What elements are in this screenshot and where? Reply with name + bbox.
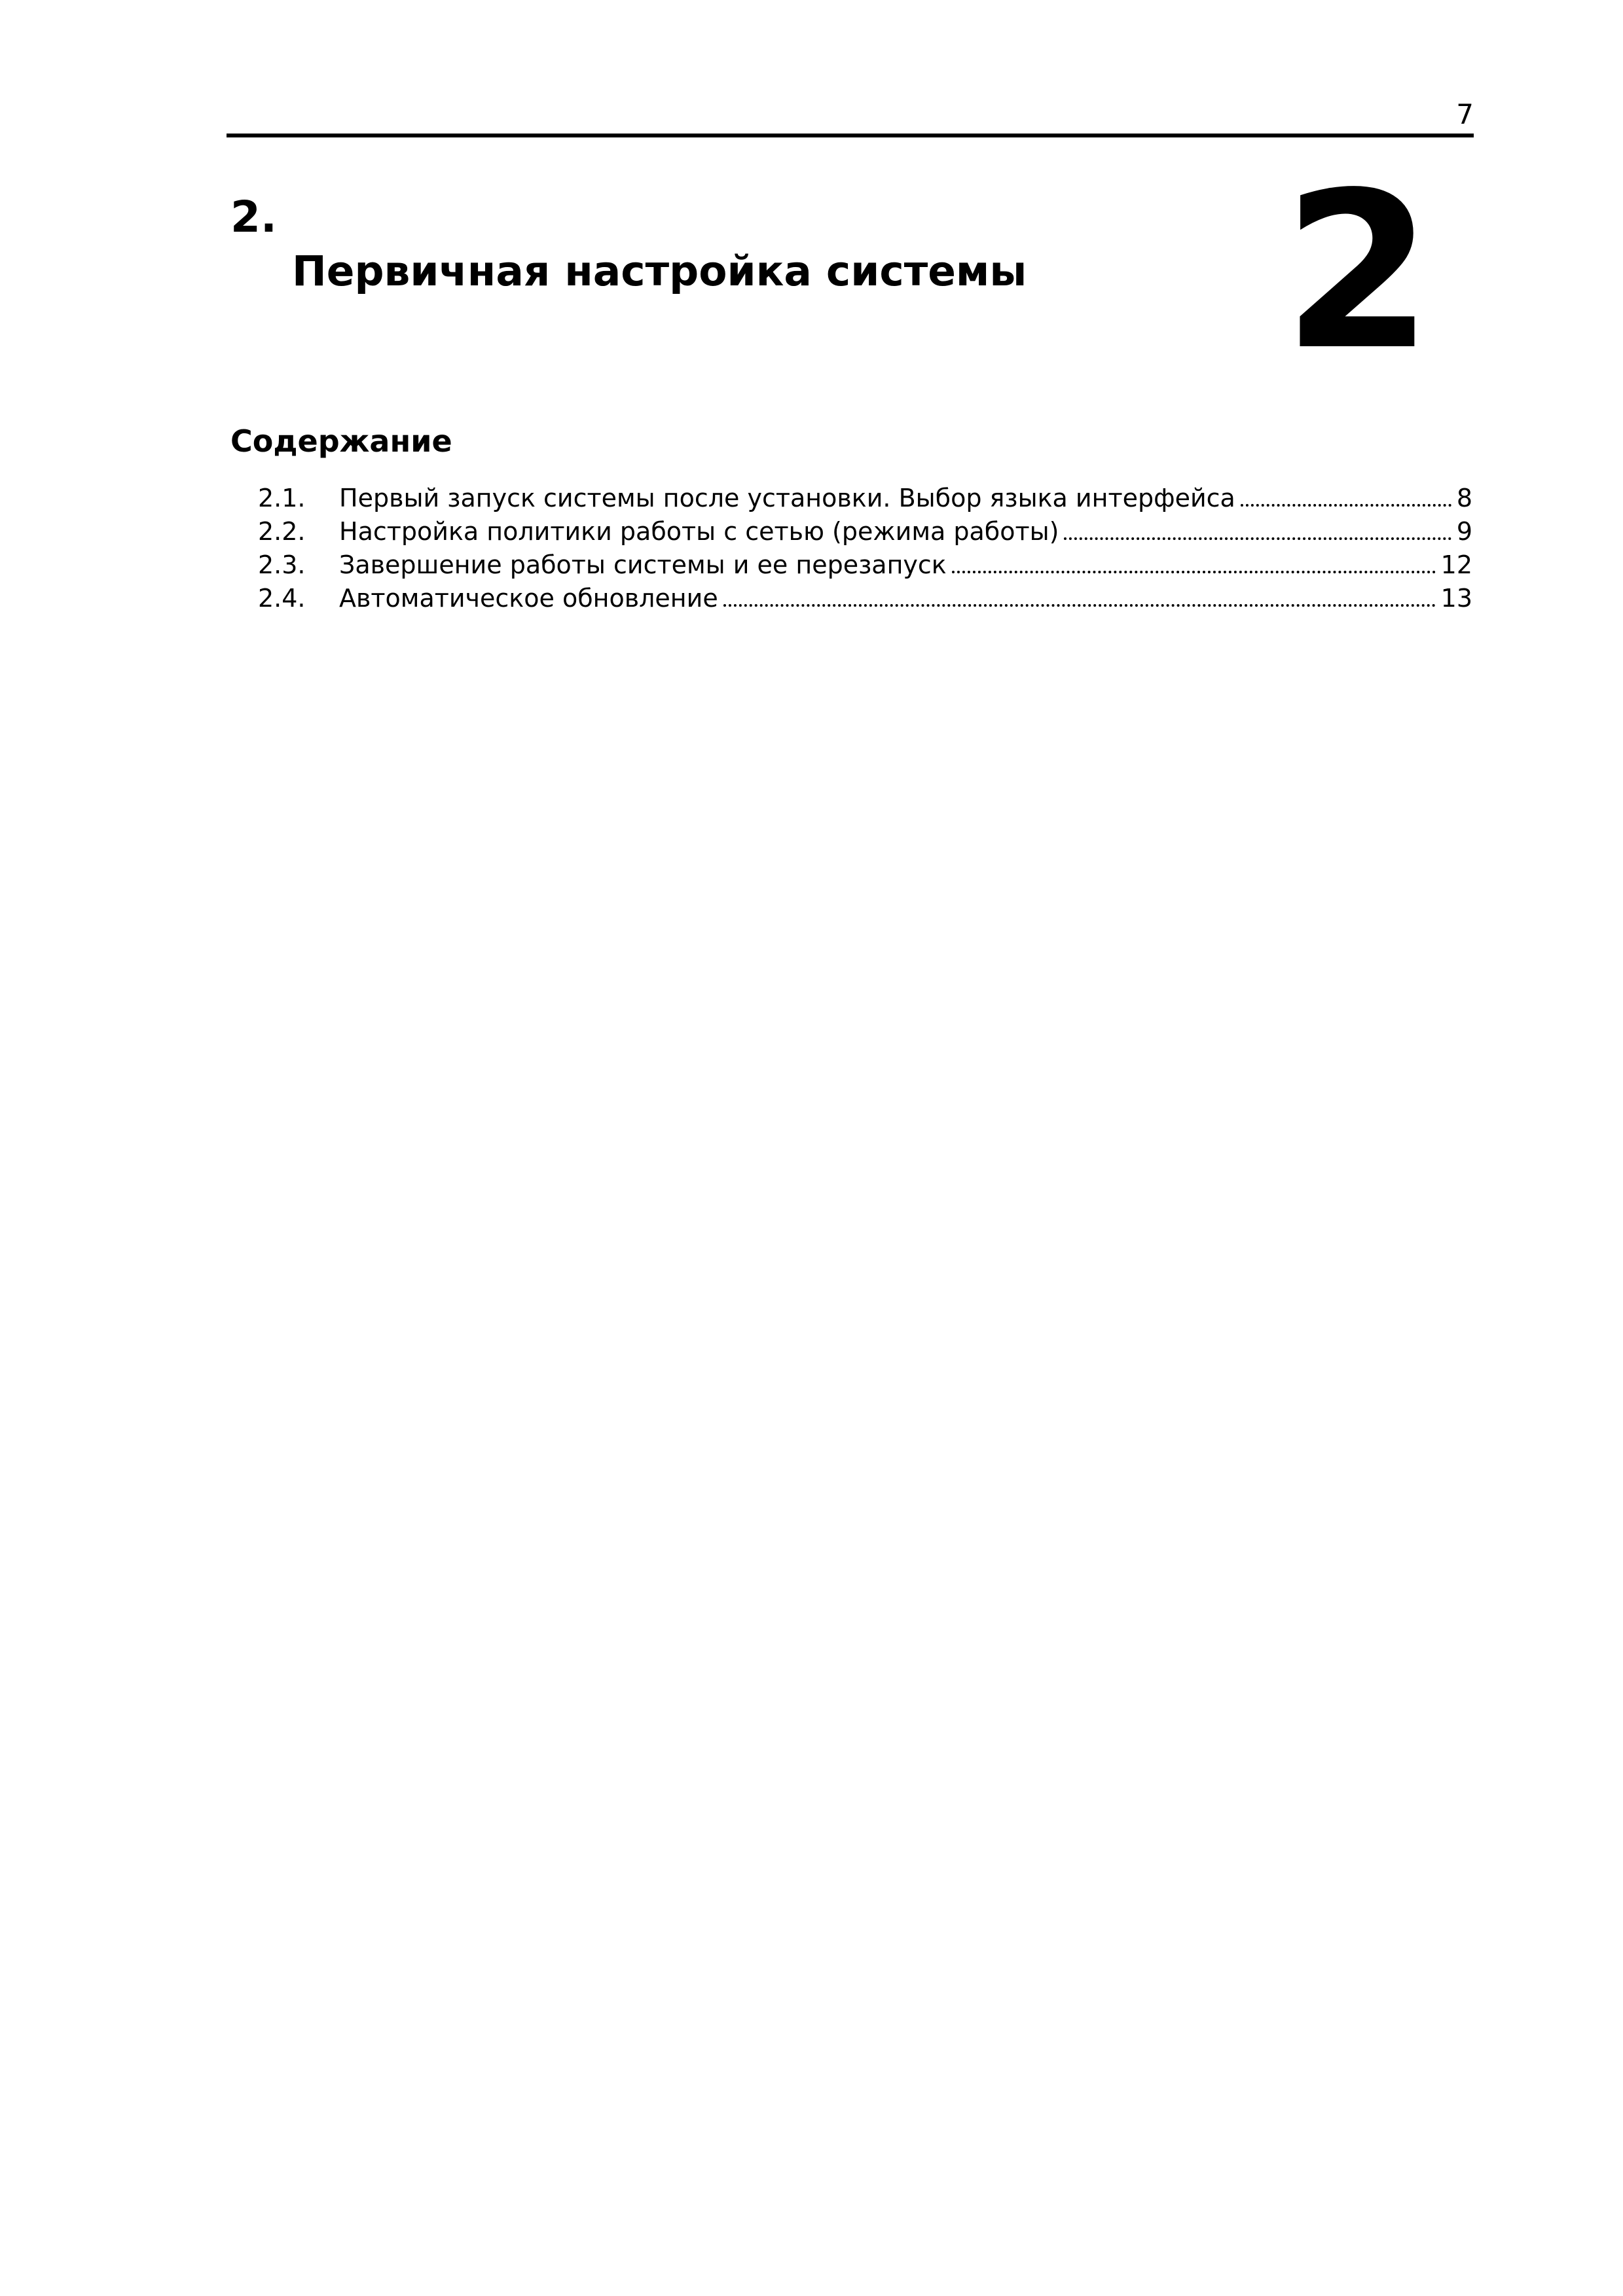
page-number: 7 — [1456, 98, 1474, 130]
toc-dot-leader — [1241, 504, 1451, 507]
toc-heading: Содержание — [230, 423, 452, 459]
toc-dot-leader — [723, 604, 1436, 607]
toc-entry-label[interactable]: Автоматическое обновление — [339, 584, 718, 613]
toc-entry-2-1[interactable] — [258, 482, 1472, 515]
toc-entry-text — [339, 548, 1472, 582]
toc-entry-text — [339, 482, 1472, 515]
toc-entry-number: 2.3. — [258, 550, 306, 579]
toc-entry-2-4[interactable] — [258, 582, 1472, 615]
chapter-title: Первичная настройка системы — [292, 247, 1027, 295]
toc-dot-leader — [1064, 537, 1451, 540]
chapter-number-label: 2. — [230, 192, 277, 242]
toc-list — [258, 482, 1472, 615]
toc-entry-page[interactable]: 13 — [1440, 584, 1472, 613]
toc-entry-number: 2.2. — [258, 517, 306, 546]
chapter-big-number: 2 — [1283, 146, 1433, 397]
toc-entry-page[interactable]: 12 — [1440, 550, 1472, 579]
toc-entry-2-2[interactable] — [258, 515, 1472, 548]
header-rule — [227, 134, 1474, 137]
toc-entry-2-3[interactable] — [258, 548, 1472, 582]
toc-entry-number: 2.4. — [258, 584, 306, 613]
toc-entry-text — [339, 582, 1472, 615]
toc-entry-page[interactable]: 8 — [1456, 484, 1472, 512]
toc-entry-label[interactable]: Настройка политики работы с сетью (режима работы) — [339, 517, 1059, 546]
toc-entry-label[interactable]: Завершение работы системы и ее перезапуск — [339, 550, 947, 579]
toc-entry-page[interactable]: 9 — [1456, 517, 1472, 546]
toc-entry-text — [339, 515, 1472, 548]
toc-dot-leader — [952, 571, 1436, 573]
toc-entry-label[interactable]: Первый запуск системы после установки. Выбор языка интерфейса — [339, 484, 1235, 512]
toc-entry-number: 2.1. — [258, 484, 306, 512]
